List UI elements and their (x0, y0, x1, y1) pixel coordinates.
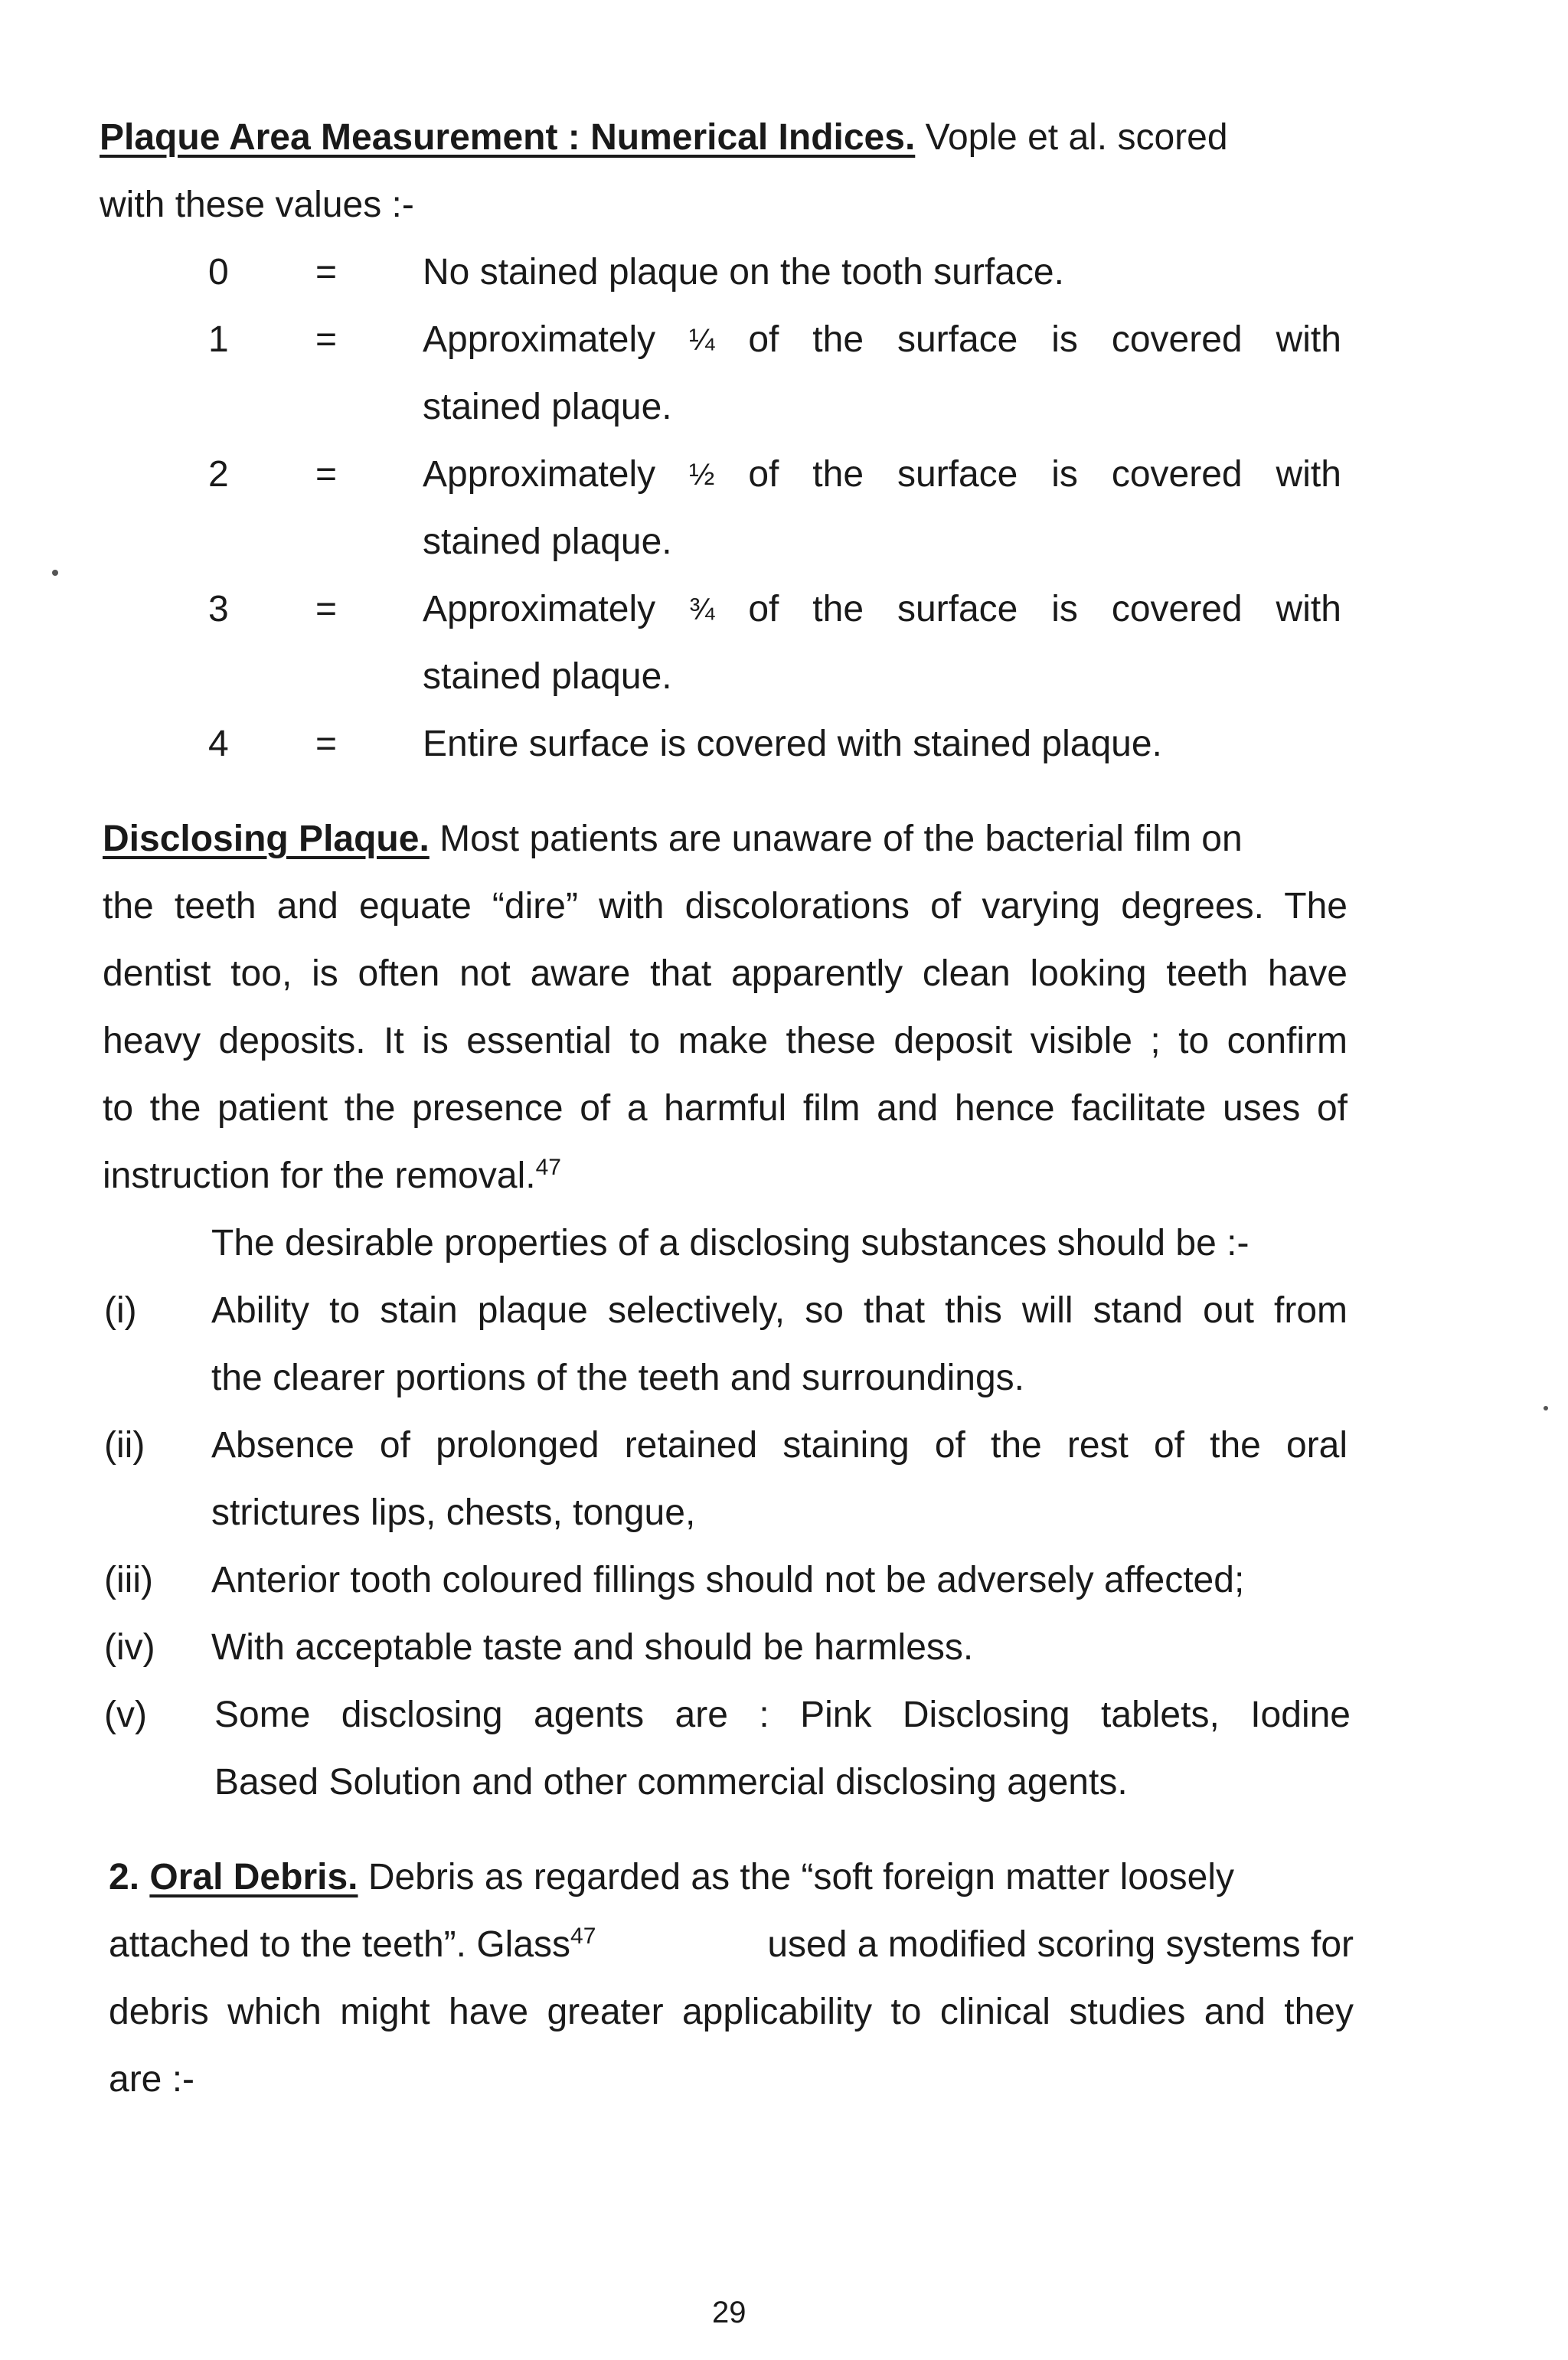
score-number: 4 (208, 724, 229, 764)
word: Approximately (423, 454, 656, 495)
word: covered (1111, 589, 1243, 629)
score-description (423, 441, 1341, 508)
list-text: Some disclosing agents are : Pink Disclosing tablets, Iodine (214, 1695, 1351, 1735)
score-number: 3 (208, 589, 229, 629)
section3-number: 2. (109, 1857, 150, 1897)
paragraph-line (109, 1844, 1354, 1911)
section2-heading: Disclosing Plaque. (103, 819, 430, 859)
section1-heading: Plaque Area Measurement : Numerical Indices. (100, 117, 916, 158)
score-description-cont: stained plaque. (423, 656, 672, 697)
word: surface (897, 589, 1018, 629)
word: the (812, 589, 864, 629)
list-text: With acceptable taste and should be harmless. (211, 1627, 974, 1668)
score-equals: = (315, 724, 338, 764)
word: of (748, 319, 779, 360)
score-description (423, 576, 1341, 643)
list-label: (ii) (104, 1425, 145, 1466)
paragraph-line: the teeth and equate “dire” with discolorations of varying degrees. The (103, 886, 1348, 927)
score-equals: = (315, 589, 338, 629)
word: with (1276, 454, 1341, 495)
word: Approximately (423, 589, 656, 629)
word: with (1276, 589, 1341, 629)
score-description-cont: stained plaque. (423, 387, 672, 427)
fraction: ¾ (689, 593, 715, 626)
list-label: (iv) (104, 1627, 155, 1668)
properties-intro: The desirable properties of a disclosing substances should be :- (211, 1223, 1250, 1263)
text: attached to the teeth”. Glass (109, 1924, 571, 1965)
reference-superscript: 47 (535, 1155, 561, 1180)
paragraph-line (103, 1142, 561, 1210)
word: covered (1111, 454, 1243, 495)
score-equals: = (315, 454, 338, 495)
fraction: ½ (689, 458, 715, 492)
word: surface (897, 319, 1018, 360)
scan-speck (1544, 1406, 1548, 1410)
word: Approximately (423, 319, 656, 360)
list-text: Absence of prolonged retained staining of the rest of the oral (211, 1425, 1348, 1466)
section1-intro-text: Vople et al. scored (915, 117, 1228, 158)
word: covered (1111, 319, 1243, 360)
text (109, 1911, 596, 1979)
word: is (1051, 454, 1078, 495)
score-number: 2 (208, 454, 229, 495)
reference-superscript: 47 (570, 1924, 596, 1949)
list-label: (v) (104, 1695, 147, 1735)
text: instruction for the removal. (103, 1155, 536, 1196)
paragraph-line: to the patient the presence of a harmful film and hence facilitate uses of (103, 1088, 1348, 1129)
word: is (1051, 319, 1078, 360)
paragraph-line: are :- (109, 2059, 195, 2100)
page-number: 29 (712, 2296, 746, 2329)
section1-intro (100, 104, 1228, 172)
word: surface (897, 454, 1018, 495)
score-description: No stained plaque on the tooth surface. (423, 252, 1064, 293)
paragraph-line: heavy deposits. It is essential to make these deposit visible ; to confirm (103, 1021, 1348, 1061)
paragraph-line (103, 806, 1348, 873)
score-equals: = (315, 252, 338, 293)
score-equals: = (315, 319, 338, 360)
score-number: 0 (208, 252, 229, 293)
list-label: (i) (104, 1290, 137, 1331)
word: the (812, 319, 864, 360)
section3-heading: Oral Debris. (149, 1857, 358, 1897)
scan-speck (52, 570, 58, 576)
score-number: 1 (208, 319, 229, 360)
word: the (812, 454, 864, 495)
fraction: ¼ (689, 323, 715, 357)
word: of (748, 454, 779, 495)
list-text: Ability to stain plaque selectively, so that this will stand out from (211, 1290, 1348, 1331)
paragraph-line: dentist too, is often not aware that apparently clean looking teeth have (103, 953, 1348, 994)
section1-intro-line2: with these values :- (100, 185, 414, 225)
word: with (1276, 319, 1341, 360)
list-label: (iii) (104, 1560, 153, 1600)
list-text-cont: Based Solution and other commercial disclosing agents. (214, 1762, 1128, 1803)
word: of (748, 589, 779, 629)
text: used a modified scoring systems for (767, 1924, 1354, 1965)
word: is (1051, 589, 1078, 629)
list-text: Anterior tooth coloured fillings should not be adversely affected; (211, 1560, 1245, 1600)
list-text-cont: the clearer portions of the teeth and surroundings. (211, 1358, 1024, 1398)
list-text-cont: strictures lips, chests, tongue, (211, 1492, 696, 1533)
text: Debris as regarded as the “soft foreign matter loosely (358, 1857, 1235, 1897)
score-description (423, 306, 1341, 374)
paragraph-line (109, 1911, 1354, 1979)
paragraph-line: debris which might have greater applicability to clinical studies and they (109, 1992, 1354, 2032)
text: Most patients are unaware of the bacterial film on (429, 819, 1243, 859)
score-description-cont: stained plaque. (423, 521, 672, 562)
score-description: Entire surface is covered with stained plaque. (423, 724, 1162, 764)
